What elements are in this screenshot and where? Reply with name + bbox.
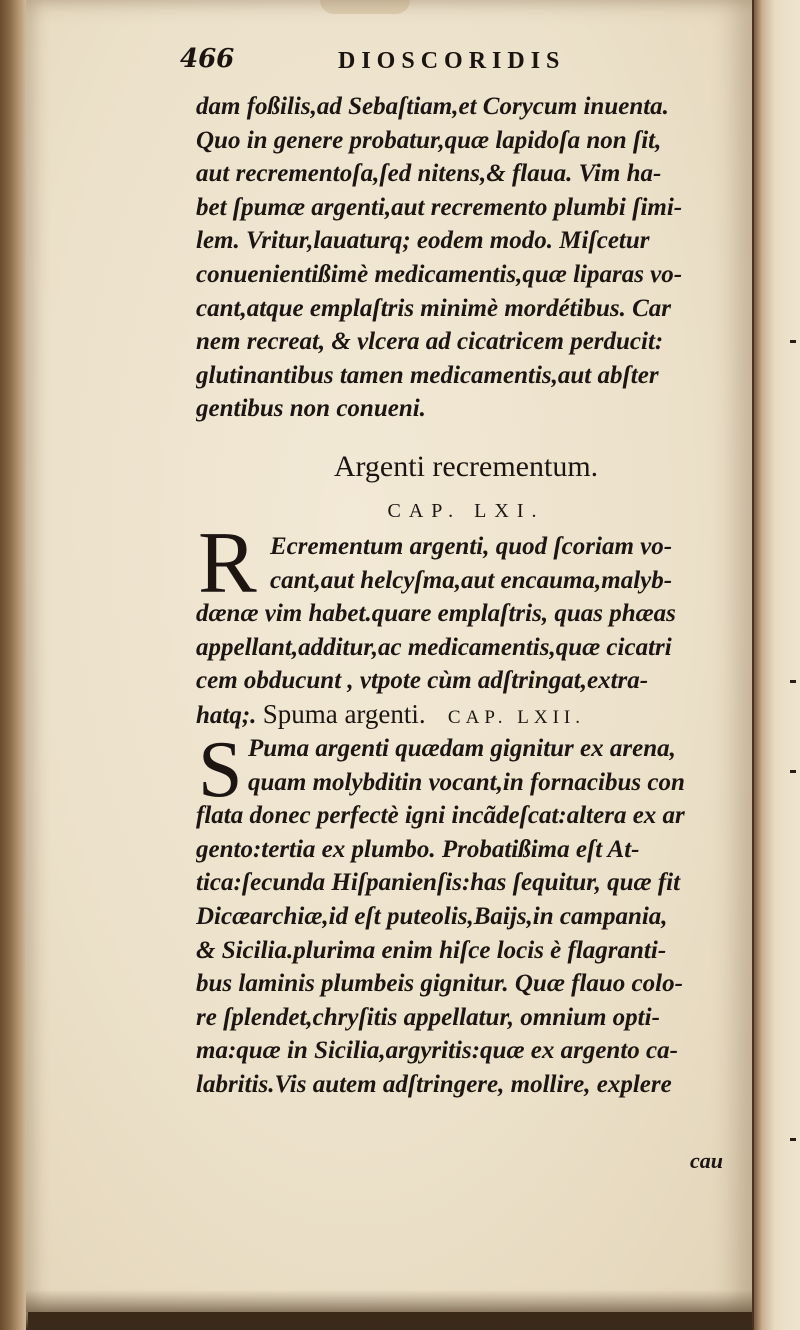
- chapter-title: Argenti recrementum.: [333, 450, 599, 483]
- text-line: tica:ſecunda Hiſpanienſis:has ſequitur, quæ fit: [196, 869, 681, 897]
- edge-mark: [790, 770, 796, 773]
- text-line: Puma argenti quædam gignitur ex arena,: [248, 735, 676, 762]
- text-line: re ſplendet,chryſitis appellatur, omnium opti-: [196, 1003, 660, 1031]
- page-number: 466: [180, 44, 235, 74]
- text-line: cant,atque emplaſtris minimè mordétibus. Car: [196, 294, 672, 322]
- text-line: Dicæarchiæ,id eſt puteolis,Baijs,in campania,: [196, 902, 668, 930]
- text-line: Quo in genere probatur,quæ lapidoſa non ſit,: [196, 126, 662, 154]
- running-head: DIOSCORIDIS: [338, 48, 566, 74]
- text-line: dam foßilis,ad Sebaſtiam,et Corycum inuenta.: [196, 93, 669, 120]
- text-line: nem recreat, & vlcera ad cicatricem perducit:: [196, 328, 664, 356]
- adjacent-page-edge: [754, 0, 800, 1330]
- text-line: cem obducunt , vtpote cùm adſtringat,extra-: [196, 667, 649, 695]
- page-bottom-edge: [26, 1290, 754, 1330]
- page-stain: [320, 0, 410, 14]
- text-line: lem. Vritur,lauaturq; eodem modo. Miſcetur: [196, 227, 650, 255]
- drop-cap-r: R: [198, 515, 257, 612]
- edge-mark: [790, 1138, 796, 1141]
- text-line: labritis.Vis autem adſtringere, mollire, explere: [196, 1070, 672, 1098]
- text-line: aut recrementoſa,ſed nitens,& flaua. Vim ha-: [196, 160, 662, 188]
- text-line: ma:quæ in Sicilia,argyritis:quæ ex argento ca-: [196, 1037, 678, 1065]
- subsection-title: Spuma argenti.: [262, 698, 426, 729]
- text-line: glutinantibus tamen medicamentis,aut abſter: [196, 361, 659, 389]
- chapter-62-text: [196, 726, 736, 1102]
- chapter-number: CAP. LXII.: [447, 706, 586, 728]
- text-line: bet ſpumæ argenti,aut recremento plumbi ſimi-: [196, 193, 683, 221]
- text-line: quam molybditin vocant,in fornacibus con: [248, 768, 685, 796]
- edge-mark: [790, 340, 796, 343]
- drop-cap-s: S: [198, 726, 243, 814]
- text-line: appellant,additur,ac medicamentis,quæ cicatri: [196, 633, 672, 661]
- text-line: & Sicilia.plurima enim hiſce locis è flagranti-: [196, 936, 667, 964]
- text-line: bus laminis plumbeis gignitur. Quæ flauo colo-: [196, 970, 683, 998]
- chapter-61-text: [196, 530, 736, 732]
- page-header: [180, 44, 740, 80]
- text-line: gentibus non conueni.: [196, 395, 426, 423]
- text-line: cant,aut helcyſma,aut encauma,malyb-: [270, 566, 673, 594]
- edge-mark: [790, 680, 796, 683]
- catchword: cau: [690, 1148, 723, 1173]
- book-binding-left: [0, 0, 28, 1330]
- section-1-text: [196, 90, 736, 426]
- text-line: hatq;.: [196, 701, 257, 729]
- text-line: conuenientißimè medicamentis,quæ liparas vo-: [196, 260, 683, 288]
- text-line: flata donec perfectè igni incãdeſcat:altera ex ar: [196, 802, 685, 830]
- text-line: dænæ vim habet.quare emplaſtris, quas phæas: [196, 600, 676, 628]
- text-line-with-heading: [196, 698, 736, 732]
- text-line: Ecrementum argenti, quod ſcoriam vo-: [270, 533, 673, 560]
- text-line: gento:tertia ex plumbo. Probatißima eſt At-: [196, 835, 640, 863]
- chapter-number: CAP. LXI.: [387, 500, 545, 522]
